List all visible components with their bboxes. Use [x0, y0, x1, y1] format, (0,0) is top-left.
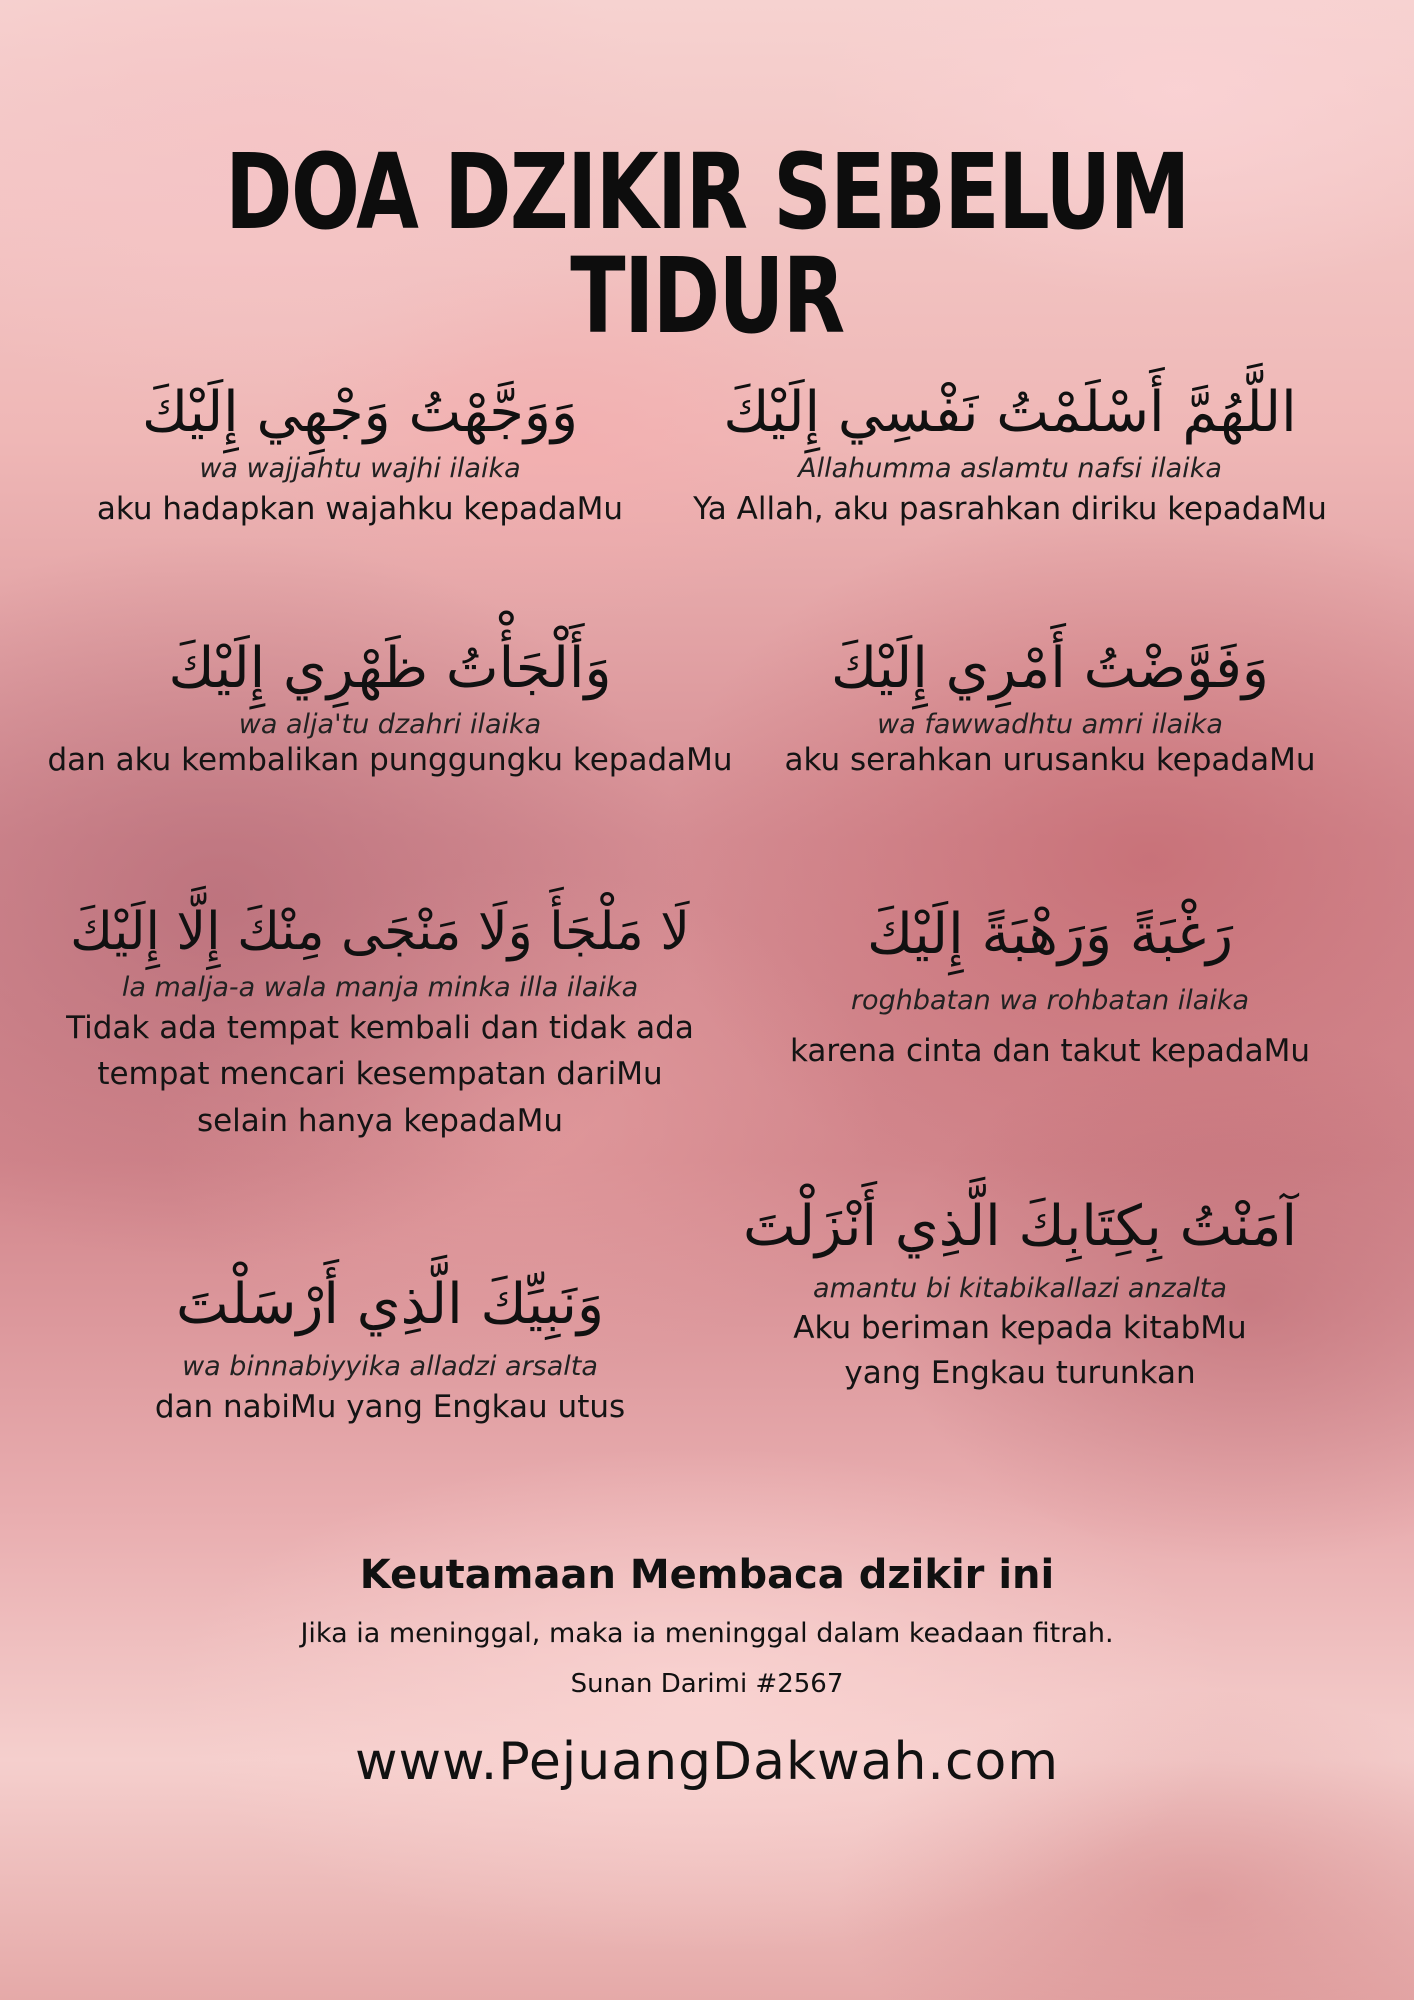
verse-block [760, 900, 1340, 1074]
meaning: dan aku kembalikan punggungku kepadaMu [47, 741, 733, 778]
verse-block [760, 634, 1340, 779]
meaning-line: yang Engkau turunkan [844, 1354, 1196, 1391]
verse-block [30, 900, 730, 1144]
meaning: karena cinta dan takut kepadaMu [790, 1032, 1310, 1069]
verse-block [700, 1192, 1340, 1396]
arabic-text: رَغْبَةً وَرَهْبَةً إِلَيْكَ [866, 902, 1234, 967]
verse-block [40, 634, 740, 779]
transliteration: la malja-a wala manja minka illa ilaika [121, 972, 639, 1003]
meaning-line: Aku beriman kepada kitabMu [793, 1309, 1247, 1346]
arabic-text: وَنَبِيِّكَ الَّذِي أَرْسَلْتَ [175, 1272, 605, 1337]
arabic-text: اللَّهُمَّ أَسْلَمْتُ نَفْسِي إِلَيْكَ [723, 380, 1297, 445]
meaning: aku serahkan urusanku kepadaMu [784, 741, 1316, 778]
meaning-line: Tidak ada tempat kembali dan tidak ada [66, 1009, 694, 1046]
virtue-heading: Keutamaan Membaca dzikir ini [359, 1552, 1055, 1598]
transliteration: roghbatan wa rohbatan ilaika [850, 985, 1250, 1016]
arabic-text: وَأَلْجَأْتُ ظَهْرِي إِلَيْكَ [168, 636, 612, 701]
meaning-line: tempat mencari kesempatan dariMu [97, 1056, 663, 1093]
arabic-text: وَفَوَّضْتُ أَمْرِي إِلَيْكَ [831, 636, 1269, 701]
meaning-line: selain hanya kepadaMu [196, 1102, 564, 1139]
verse-block [100, 1270, 680, 1430]
transliteration: wa alja'tu dzahri ilaika [238, 709, 542, 740]
transliteration: wa wajjahtu wajhi ilaika [199, 453, 521, 484]
arabic-text: آمَنْتُ بِكِتَابِكَ الَّذِي أَنْزَلْتَ [742, 1194, 1298, 1259]
meaning: dan nabiMu yang Engkau utus [154, 1388, 626, 1425]
meaning: aku hadapkan wajahku kepadaMu [96, 490, 624, 527]
transliteration: wa fawwadhtu amri ilaika [877, 709, 1223, 740]
verse-block [70, 378, 650, 532]
transliteration: wa binnabiyyika alladzi arsalta [182, 1351, 598, 1382]
website-url: www.PejuangDakwah.com [354, 1732, 1060, 1792]
page-title: DOA DZIKIR SEBELUM TIDUR [225, 131, 1189, 357]
transliteration: Allahumma aslamtu nafsi ilaika [798, 453, 1222, 484]
arabic-text: لَا مَلْجَأَ وَلَا مَنْجَى مِنْكَ إِلَّا إِلَيْكَ [70, 902, 690, 962]
arabic-text: وَوَجَّهْتُ وَجْهِي إِلَيْكَ [142, 380, 578, 445]
meaning: Ya Allah, aku pasrahkan diriku kepadaMu [693, 490, 1327, 527]
verse-block [680, 378, 1340, 532]
hadith-source: Sunan Darimi #2567 [570, 1669, 844, 1699]
virtue-text: Jika ia meninggal, maka ia meninggal dalam keadaan fitrah. [300, 1618, 1114, 1649]
transliteration: amantu bi kitabikallazi anzalta [813, 1273, 1227, 1304]
